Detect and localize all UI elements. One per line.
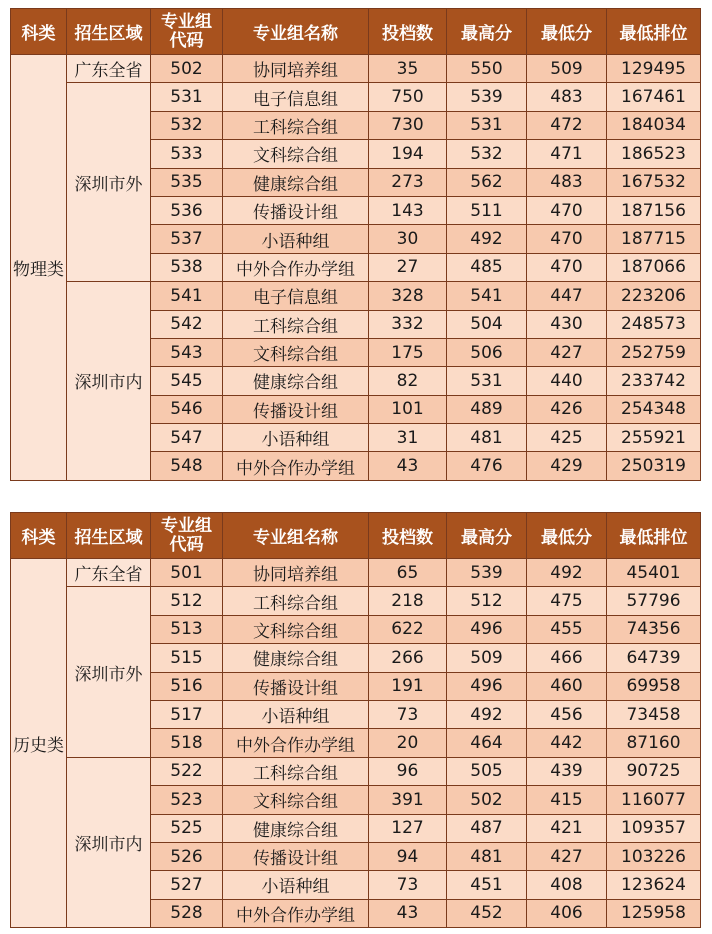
region-cell: 深圳市内	[67, 757, 151, 927]
header-group-code	[151, 9, 223, 55]
group-code-cell: 548	[151, 452, 223, 480]
admitted-count-cell: 20	[369, 729, 447, 757]
min-rank-cell: 167461	[607, 83, 701, 111]
min-score-cell: 470	[527, 196, 607, 224]
group-name-cell: 协同培养组	[223, 55, 369, 83]
max-score-cell: 481	[447, 842, 527, 870]
min-rank-cell: 69958	[607, 672, 701, 700]
max-score-cell: 511	[447, 196, 527, 224]
group-name-cell: 文科综合组	[223, 786, 369, 814]
max-score-cell: 506	[447, 338, 527, 366]
group-name-cell: 工科综合组	[223, 310, 369, 338]
group-name-cell: 健康综合组	[223, 367, 369, 395]
admitted-count-cell: 328	[369, 282, 447, 310]
group-code-cell: 536	[151, 196, 223, 224]
group-name-cell: 健康综合组	[223, 644, 369, 672]
header-group-code	[151, 513, 223, 559]
admitted-count-cell: 35	[369, 55, 447, 83]
min-rank-cell: 167532	[607, 168, 701, 196]
max-score-cell: 532	[447, 140, 527, 168]
max-score-cell: 562	[447, 168, 527, 196]
admitted-count-cell: 194	[369, 140, 447, 168]
admitted-count-cell: 101	[369, 395, 447, 423]
min-score-cell: 429	[527, 452, 607, 480]
admitted-count-cell: 218	[369, 587, 447, 615]
table-row	[11, 55, 701, 83]
max-score-cell: 550	[447, 55, 527, 83]
group-name-cell: 电子信息组	[223, 83, 369, 111]
min-rank-cell: 123624	[607, 871, 701, 899]
table-row	[11, 83, 701, 111]
table-row	[11, 559, 701, 587]
min-rank-cell: 252759	[607, 338, 701, 366]
max-score-cell: 489	[447, 395, 527, 423]
group-name-cell: 小语种组	[223, 225, 369, 253]
group-name-cell: 文科综合组	[223, 615, 369, 643]
min-rank-cell: 57796	[607, 587, 701, 615]
admitted-count-cell: 94	[369, 842, 447, 870]
min-score-cell: 492	[527, 559, 607, 587]
min-score-cell: 483	[527, 83, 607, 111]
category-cell: 历史类	[11, 559, 67, 928]
min-score-cell: 460	[527, 672, 607, 700]
max-score-cell: 531	[447, 367, 527, 395]
min-rank-cell: 125958	[607, 899, 701, 927]
admitted-count-cell: 30	[369, 225, 447, 253]
header-group-code-line2: 代码	[169, 534, 204, 555]
group-name-cell: 中外合作办学组	[223, 899, 369, 927]
max-score-cell: 531	[447, 111, 527, 139]
admitted-count-cell: 191	[369, 672, 447, 700]
min-rank-cell: 223206	[607, 282, 701, 310]
history-admission-table	[10, 512, 701, 928]
min-score-cell: 509	[527, 55, 607, 83]
header-min-rank: 最低排位	[607, 513, 701, 559]
max-score-cell: 509	[447, 644, 527, 672]
group-name-cell: 中外合作办学组	[223, 729, 369, 757]
min-rank-cell: 116077	[607, 786, 701, 814]
min-rank-cell: 87160	[607, 729, 701, 757]
min-score-cell: 406	[527, 899, 607, 927]
max-score-cell: 476	[447, 452, 527, 480]
min-score-cell: 425	[527, 424, 607, 452]
admitted-count-cell: 27	[369, 253, 447, 281]
group-name-cell: 小语种组	[223, 871, 369, 899]
group-code-cell: 542	[151, 310, 223, 338]
max-score-cell: 451	[447, 871, 527, 899]
min-rank-cell: 186523	[607, 140, 701, 168]
admitted-count-cell: 65	[369, 559, 447, 587]
min-score-cell: 426	[527, 395, 607, 423]
min-score-cell: 408	[527, 871, 607, 899]
group-name-cell: 工科综合组	[223, 587, 369, 615]
physics-admission-table	[10, 8, 701, 481]
admitted-count-cell: 143	[369, 196, 447, 224]
admitted-count-cell: 73	[369, 700, 447, 728]
group-name-cell: 健康综合组	[223, 814, 369, 842]
min-rank-cell: 90725	[607, 757, 701, 785]
admitted-count-cell: 391	[369, 786, 447, 814]
group-name-cell: 中外合作办学组	[223, 253, 369, 281]
region-cell: 深圳市内	[67, 282, 151, 481]
max-score-cell: 496	[447, 615, 527, 643]
group-code-cell: 523	[151, 786, 223, 814]
admitted-count-cell: 43	[369, 452, 447, 480]
min-score-cell: 421	[527, 814, 607, 842]
min-score-cell: 415	[527, 786, 607, 814]
min-rank-cell: 233742	[607, 367, 701, 395]
min-rank-cell: 129495	[607, 55, 701, 83]
min-score-cell: 427	[527, 338, 607, 366]
group-name-cell: 小语种组	[223, 424, 369, 452]
max-score-cell: 504	[447, 310, 527, 338]
max-score-cell: 505	[447, 757, 527, 785]
max-score-cell: 539	[447, 83, 527, 111]
header-row	[11, 513, 701, 559]
group-code-cell: 518	[151, 729, 223, 757]
group-code-cell: 512	[151, 587, 223, 615]
min-rank-cell: 248573	[607, 310, 701, 338]
min-rank-cell: 45401	[607, 559, 701, 587]
group-code-cell: 513	[151, 615, 223, 643]
admitted-count-cell: 266	[369, 644, 447, 672]
min-rank-cell: 103226	[607, 842, 701, 870]
table-row	[11, 757, 701, 785]
min-rank-cell: 187715	[607, 225, 701, 253]
group-code-cell: 538	[151, 253, 223, 281]
min-rank-cell: 74356	[607, 615, 701, 643]
min-score-cell: 440	[527, 367, 607, 395]
header-min-rank: 最低排位	[607, 9, 701, 55]
admitted-count-cell: 622	[369, 615, 447, 643]
group-code-cell: 543	[151, 338, 223, 366]
group-code-cell: 531	[151, 83, 223, 111]
group-code-cell: 533	[151, 140, 223, 168]
min-score-cell: 455	[527, 615, 607, 643]
group-name-cell: 小语种组	[223, 700, 369, 728]
min-rank-cell: 73458	[607, 700, 701, 728]
header-min-score: 最低分	[527, 513, 607, 559]
header-min-score: 最低分	[527, 9, 607, 55]
header-category: 科类	[11, 9, 67, 55]
table-body	[11, 559, 701, 928]
max-score-cell: 464	[447, 729, 527, 757]
group-name-cell: 工科综合组	[223, 757, 369, 785]
group-name-cell: 健康综合组	[223, 168, 369, 196]
region-cell: 深圳市外	[67, 587, 151, 757]
group-code-cell: 522	[151, 757, 223, 785]
region-cell: 广东全省	[67, 55, 151, 83]
group-code-cell: 525	[151, 814, 223, 842]
group-code-cell: 528	[151, 899, 223, 927]
min-rank-cell: 254348	[607, 395, 701, 423]
admitted-count-cell: 273	[369, 168, 447, 196]
region-cell: 广东全省	[67, 559, 151, 587]
admitted-count-cell: 31	[369, 424, 447, 452]
max-score-cell: 452	[447, 899, 527, 927]
max-score-cell: 541	[447, 282, 527, 310]
group-name-cell: 文科综合组	[223, 338, 369, 366]
min-rank-cell: 184034	[607, 111, 701, 139]
admitted-count-cell: 730	[369, 111, 447, 139]
header-group-code-line1: 专业组	[161, 515, 212, 536]
min-rank-cell: 64739	[607, 644, 701, 672]
min-rank-cell: 255921	[607, 424, 701, 452]
header-group-code-line2: 代码	[169, 30, 204, 51]
group-code-cell: 501	[151, 559, 223, 587]
group-name-cell: 传播设计组	[223, 672, 369, 700]
min-score-cell: 427	[527, 842, 607, 870]
group-code-cell: 547	[151, 424, 223, 452]
category-cell: 物理类	[11, 55, 67, 481]
min-rank-cell: 250319	[607, 452, 701, 480]
header-max-score: 最高分	[447, 9, 527, 55]
min-rank-cell: 109357	[607, 814, 701, 842]
group-name-cell: 工科综合组	[223, 111, 369, 139]
group-code-cell: 516	[151, 672, 223, 700]
admitted-count-cell: 175	[369, 338, 447, 366]
admitted-count-cell: 96	[369, 757, 447, 785]
max-score-cell: 487	[447, 814, 527, 842]
admitted-count-cell: 332	[369, 310, 447, 338]
min-score-cell: 483	[527, 168, 607, 196]
header-admitted-count: 投档数	[369, 9, 447, 55]
min-score-cell: 439	[527, 757, 607, 785]
header-group-code-line1: 专业组	[161, 11, 212, 32]
group-code-cell: 527	[151, 871, 223, 899]
admitted-count-cell: 750	[369, 83, 447, 111]
min-score-cell: 470	[527, 225, 607, 253]
group-code-cell: 517	[151, 700, 223, 728]
header-row	[11, 9, 701, 55]
admitted-count-cell: 73	[369, 871, 447, 899]
header-region: 招生区域	[67, 9, 151, 55]
min-score-cell: 456	[527, 700, 607, 728]
min-score-cell: 466	[527, 644, 607, 672]
max-score-cell: 492	[447, 225, 527, 253]
group-code-cell: 515	[151, 644, 223, 672]
min-score-cell: 442	[527, 729, 607, 757]
group-code-cell: 502	[151, 55, 223, 83]
group-code-cell: 537	[151, 225, 223, 253]
max-score-cell: 481	[447, 424, 527, 452]
max-score-cell: 492	[447, 700, 527, 728]
min-rank-cell: 187066	[607, 253, 701, 281]
max-score-cell: 512	[447, 587, 527, 615]
header-category: 科类	[11, 513, 67, 559]
min-score-cell: 430	[527, 310, 607, 338]
header-admitted-count: 投档数	[369, 513, 447, 559]
min-score-cell: 447	[527, 282, 607, 310]
min-rank-cell: 187156	[607, 196, 701, 224]
header-group-name: 专业组名称	[223, 9, 369, 55]
admitted-count-cell: 82	[369, 367, 447, 395]
min-score-cell: 475	[527, 587, 607, 615]
min-score-cell: 472	[527, 111, 607, 139]
min-score-cell: 471	[527, 140, 607, 168]
header-max-score: 最高分	[447, 513, 527, 559]
table-body	[11, 55, 701, 481]
group-code-cell: 545	[151, 367, 223, 395]
group-name-cell: 电子信息组	[223, 282, 369, 310]
group-code-cell: 532	[151, 111, 223, 139]
group-name-cell: 文科综合组	[223, 140, 369, 168]
max-score-cell: 502	[447, 786, 527, 814]
max-score-cell: 539	[447, 559, 527, 587]
region-cell: 深圳市外	[67, 83, 151, 282]
group-code-cell: 546	[151, 395, 223, 423]
max-score-cell: 485	[447, 253, 527, 281]
group-code-cell: 535	[151, 168, 223, 196]
group-name-cell: 中外合作办学组	[223, 452, 369, 480]
table-row	[11, 282, 701, 310]
admitted-count-cell: 43	[369, 899, 447, 927]
table-row	[11, 587, 701, 615]
group-name-cell: 传播设计组	[223, 395, 369, 423]
group-name-cell: 传播设计组	[223, 842, 369, 870]
min-score-cell: 470	[527, 253, 607, 281]
group-name-cell: 协同培养组	[223, 559, 369, 587]
header-group-name: 专业组名称	[223, 513, 369, 559]
admitted-count-cell: 127	[369, 814, 447, 842]
header-region: 招生区域	[67, 513, 151, 559]
max-score-cell: 496	[447, 672, 527, 700]
group-code-cell: 526	[151, 842, 223, 870]
group-name-cell: 传播设计组	[223, 196, 369, 224]
group-code-cell: 541	[151, 282, 223, 310]
